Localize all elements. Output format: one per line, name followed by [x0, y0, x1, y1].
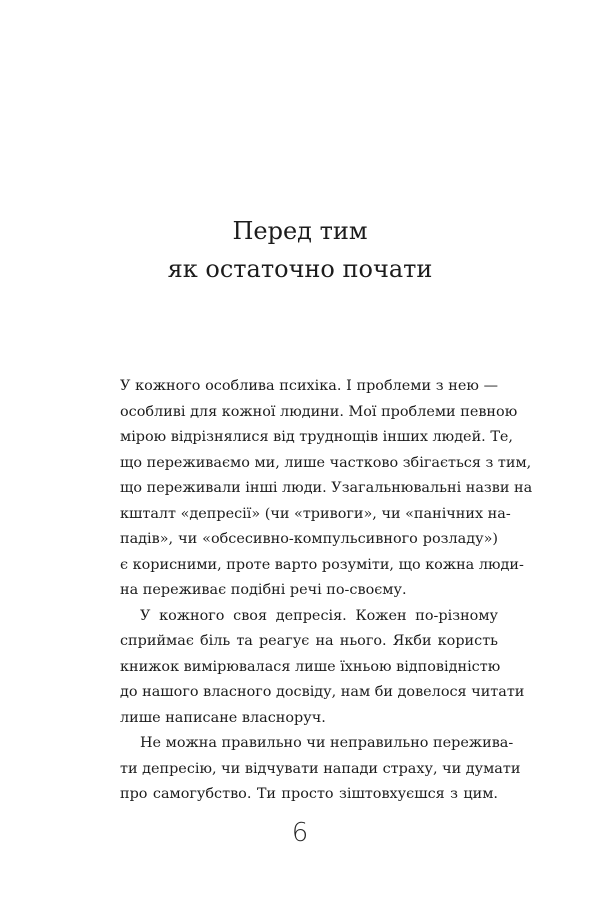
chapter-title-line: як остаточно почати [167, 255, 433, 283]
text-line: У кожного своя депресія. Кожен по-різному [140, 607, 498, 624]
text-line: на переживає подібні речі по-своєму. [120, 582, 407, 598]
text-line: особливі для кожної людини. Мої проблеми певною [120, 403, 518, 420]
chapter-title [0, 212, 600, 288]
text-line: книжок вимірювалася лише їхньою відповідністю [120, 658, 501, 675]
page-number: 6 [291, 818, 309, 848]
paragraph [120, 731, 521, 808]
text-line: є корисними, проте варто розуміти, що кожна люди- [120, 556, 524, 573]
chapter-title-line: Перед тим [232, 217, 368, 245]
text-line: що переживаємо ми, лише частково збігається з тим, [120, 454, 532, 471]
text-line: що переживали інші люди. Узагальнювальні назви на [120, 480, 533, 496]
text-line: ти депресію, чи відчувати напади страху, чи думати [120, 760, 521, 777]
paragraph [120, 374, 533, 604]
text-line: до нашого власного досвіду, нам би довелося читати [120, 684, 525, 700]
text-line: У кожного особлива психіка. І проблеми з нею — [120, 378, 498, 394]
text-line: кшталт «депресії» (чи «тривоги», чи «панічних на- [120, 505, 511, 522]
body-text [120, 374, 533, 808]
text-line: Не можна правильно чи неправильно пережива- [140, 735, 514, 751]
text-line: мірою відрізнялися від труднощів інших людей. Те, [120, 429, 514, 445]
text-line: про самогубство. Ти просто зіштовхуєшся з цим. [120, 786, 498, 802]
text-line: лише написане власноруч. [120, 709, 326, 726]
text-line: падів», чи «обсесивно-компульсивного розладу») [120, 531, 498, 547]
text-line: сприймає біль та реагує на нього. Якби користь [120, 633, 498, 649]
paragraph [120, 604, 525, 732]
